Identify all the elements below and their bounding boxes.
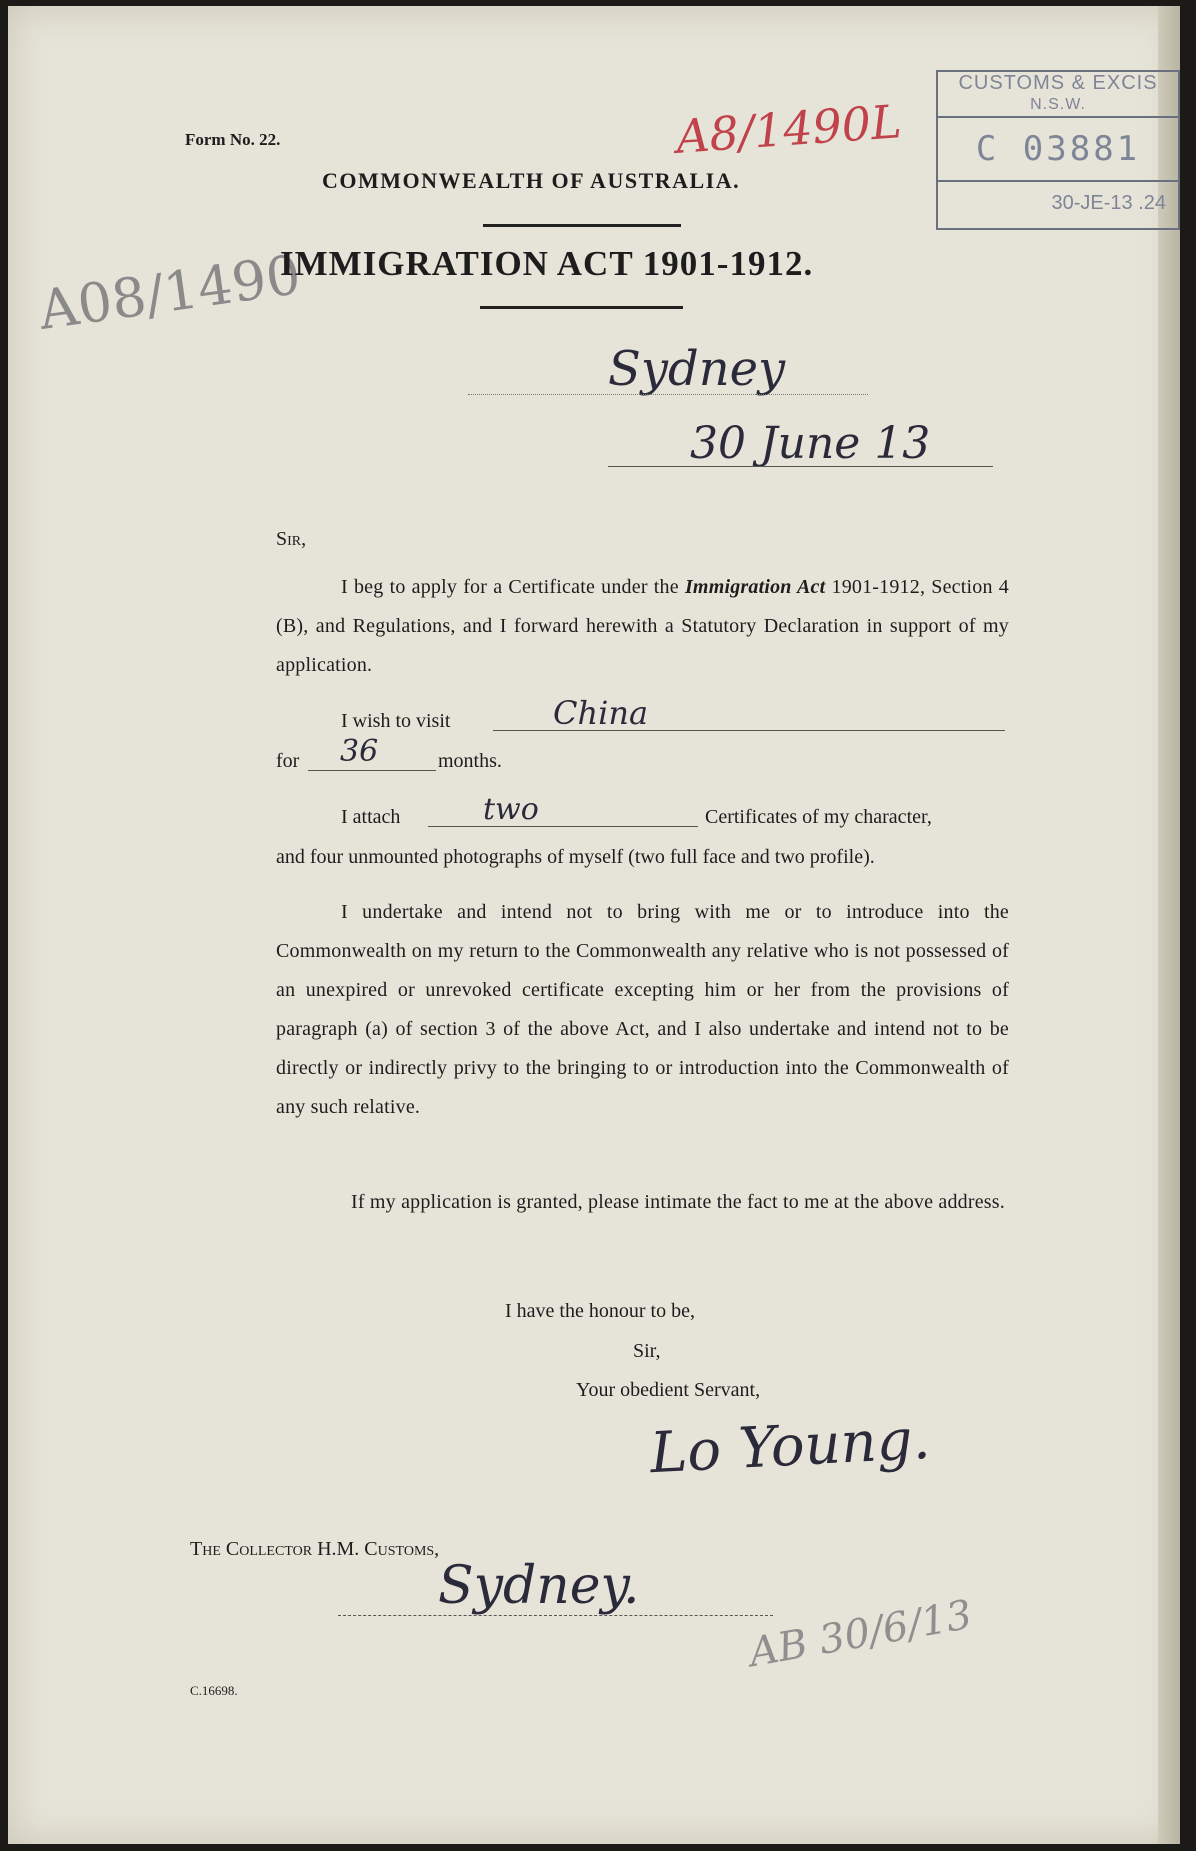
addressee-place: Sydney. — [438, 1556, 640, 1616]
stamp-header-line2: N.S.W. — [1030, 96, 1086, 113]
para1-text-a: I beg to apply for a Certificate under the — [341, 576, 685, 598]
officer-initials: AB 30/6/13 — [745, 1591, 976, 1677]
para1-act-italic: Immigration Act — [684, 576, 826, 598]
for-label: for — [276, 750, 300, 772]
place-handwritten: Sydney — [608, 341, 786, 397]
title-rule-top — [483, 224, 681, 227]
date-line — [608, 466, 993, 467]
attach-label: I attach — [341, 806, 401, 828]
paragraph-intimate: If my application is granted, please intimate the fact to me at the above address. — [351, 1191, 1005, 1213]
attach-rest: Certificates of my character, — [705, 806, 932, 828]
photos-line: and four unmounted photographs of myself (two full face and two profile). — [276, 846, 875, 868]
title-rule-bottom — [480, 306, 683, 309]
months-field-line — [308, 770, 436, 771]
attach-field-line — [428, 826, 698, 827]
para1-text-b: 1901-1912, Section 4 (B), and Regulations, and I forward herewith a Statutory Declaration in support of my application. — [276, 576, 1009, 676]
salutation: Sir, — [276, 528, 307, 550]
paragraph-application — [276, 568, 1009, 685]
closing-honour: I have the honour to be, — [505, 1300, 695, 1322]
months-label: months. — [438, 750, 502, 772]
attach-value: two — [483, 792, 539, 827]
date-handwritten: 30 June 13 — [690, 418, 931, 469]
customs-stamp — [936, 70, 1180, 230]
stamp-header — [938, 72, 1178, 118]
stamp-date: 30-JE-13 .24 — [1051, 192, 1166, 214]
addressee-label: The Collector H.M. Customs, — [190, 1538, 440, 1560]
document-sheet — [8, 6, 1180, 1844]
closing-sir: Sir, — [633, 1340, 661, 1362]
addressee-line — [338, 1615, 773, 1616]
signature: Lo Young. — [648, 1406, 932, 1487]
visit-value: China — [553, 694, 649, 732]
closing-servant: Your obedient Servant, — [576, 1379, 761, 1401]
header-commonwealth: COMMONWEALTH OF AUSTRALIA. — [322, 168, 741, 193]
page-edge — [1158, 6, 1180, 1844]
place-line — [468, 394, 868, 395]
form-code: C.16698. — [190, 1683, 238, 1698]
paragraph-undertaking: I undertake and intend not to bring with me or to introduce into the Commonwealth on my return to the Commonwealth any relative who is not possessed of an unexpired or unrevoked certificate excepting him or her from the provisions of paragraph (a) of section 3 of the above Act, and I also undertake and intend not to be directly or indirectly privy to the bringing to or introduction into the Commonwealth of any such relative. — [276, 901, 1009, 1118]
act-title: IMMIGRATION ACT 1901-1912. — [280, 244, 814, 283]
margin-reference: A08/1490 — [34, 242, 305, 343]
form-number: Form No. 22. — [185, 130, 281, 149]
visit-label: I wish to visit — [341, 710, 451, 732]
red-reference: A8/1490L — [674, 94, 904, 164]
stamp-header-line1: CUSTOMS & EXCIS — [958, 72, 1158, 94]
months-value: 36 — [340, 734, 379, 769]
stamp-number: C 03881 — [938, 118, 1178, 182]
